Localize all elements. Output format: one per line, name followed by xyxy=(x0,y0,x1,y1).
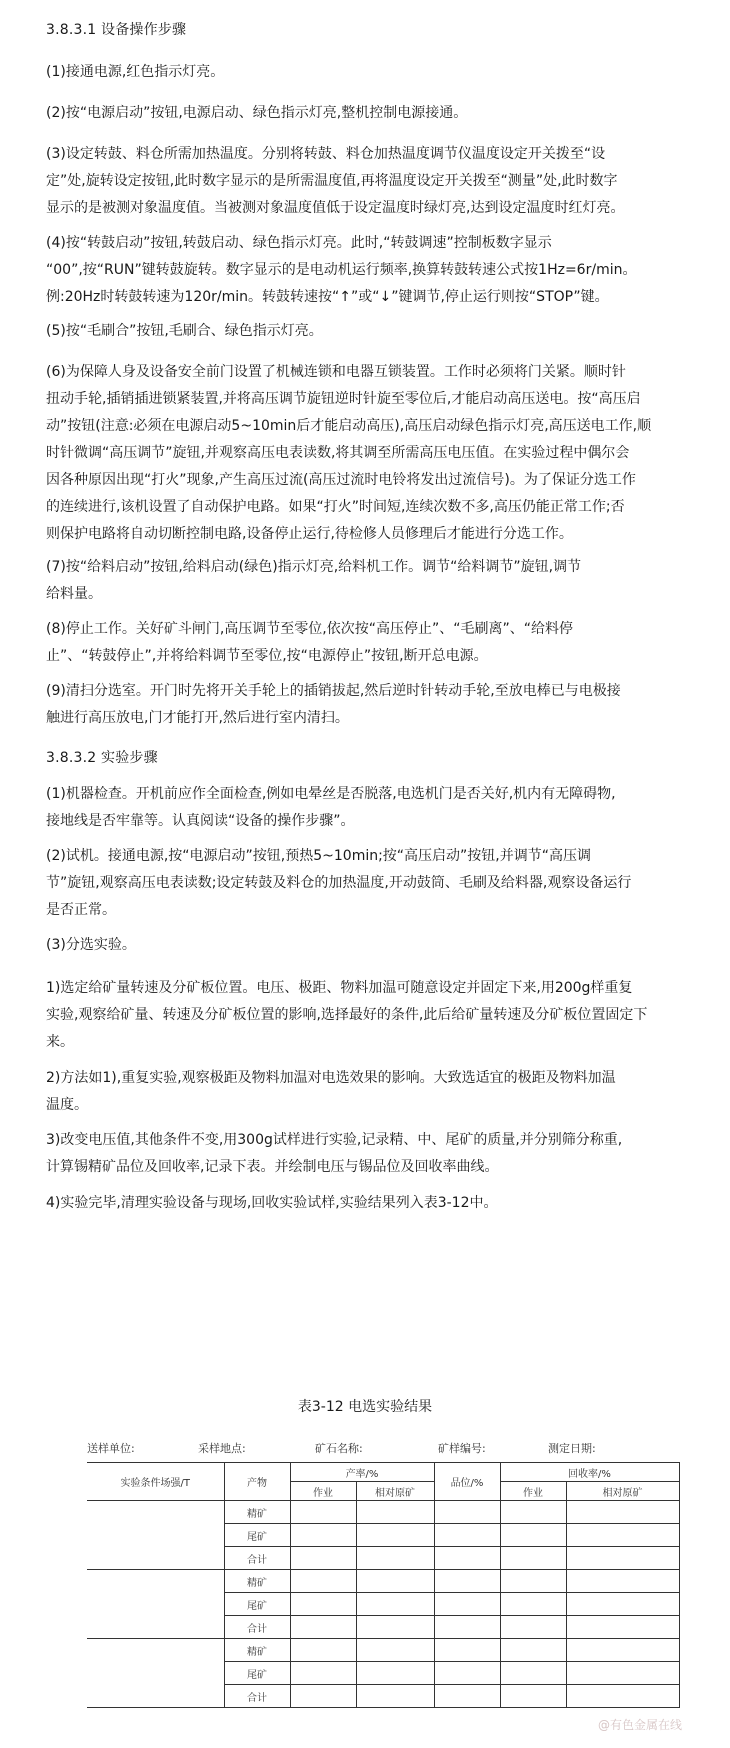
text-line: 时针微调“高压调节”旋钮,并观察高压电表读数,将其调至所需高压电压值。在实验过程中偶尔会 xyxy=(46,445,630,461)
step-8 xyxy=(46,616,686,670)
data-cell xyxy=(290,1685,356,1708)
step-9 xyxy=(46,678,686,732)
text-line: 1)选定给矿量转速及分矿板位置。电压、极距、物料加温可随意设定并固定下来,用200g样重复 xyxy=(46,980,633,996)
data-cell xyxy=(434,1593,500,1616)
data-cell xyxy=(290,1593,356,1616)
data-cell xyxy=(434,1685,500,1708)
data-cell xyxy=(500,1639,566,1662)
condition-cell xyxy=(87,1639,224,1708)
text-line: 温度。 xyxy=(46,1097,88,1113)
step-7 xyxy=(46,554,686,608)
text-line: 例:20Hz时转鼓转速为120r/min。转鼓转速按“↑”或“↓”键调节,停止运行则按“STOP”键。 xyxy=(46,289,609,305)
text-line: (4)按“转鼓启动”按钮,转鼓启动、绿色指示灯亮。此时,“转鼓调速”控制板数字显示 xyxy=(46,235,552,251)
data-cell xyxy=(566,1662,679,1685)
section-heading-operation: 3.8.3.1 设备操作步骤 xyxy=(46,22,187,38)
exp-step-2 xyxy=(46,843,686,924)
data-cell xyxy=(434,1524,500,1547)
data-cell xyxy=(566,1570,679,1593)
data-cell xyxy=(500,1593,566,1616)
product-cell: 合计 xyxy=(224,1616,290,1639)
data-cell xyxy=(566,1501,679,1524)
data-cell xyxy=(500,1524,566,1547)
table-row xyxy=(87,1639,679,1662)
table-header-row xyxy=(87,1463,679,1482)
data-cell xyxy=(566,1593,679,1616)
text-line: 节”旋钮,观察高压电表读数;设定转鼓及料仓的加热温度,开动鼓筒、毛刷及给料器,观察设备运行 xyxy=(46,875,632,891)
data-cell xyxy=(434,1570,500,1593)
text-line: 2)方法如1),重复实验,观察极距及物料加温对电选效果的影响。大致选适宜的极距及物料加温 xyxy=(46,1070,616,1086)
text-line: 动”按钮(注意:必须在电源启动5~10min后才能启动高压),高压启动绿色指示灯亮,高压送电工作,顺 xyxy=(46,418,652,434)
step-1 xyxy=(46,59,686,86)
data-cell xyxy=(434,1639,500,1662)
text-line: (3)分选实验。 xyxy=(46,937,136,953)
step-2 xyxy=(46,100,686,127)
data-cell xyxy=(356,1547,434,1570)
text-line: 给料量。 xyxy=(46,586,102,602)
exp-step-1 xyxy=(46,781,686,835)
data-cell xyxy=(356,1662,434,1685)
text-line: 显示的是被测对象温度值。当被测对象温度值低于设定温度时绿灯亮,达到设定温度时红灯亮。 xyxy=(46,200,625,216)
text-line: (5)按“毛刷合”按钮,毛刷合、绿色指示灯亮。 xyxy=(46,323,323,339)
header-product: 产物 xyxy=(224,1463,290,1501)
exp-step-3-1 xyxy=(46,975,686,1056)
exp-step-3 xyxy=(46,932,686,959)
product-cell: 尾矿 xyxy=(224,1593,290,1616)
data-cell xyxy=(500,1501,566,1524)
product-cell: 尾矿 xyxy=(224,1524,290,1547)
header-yield-work: 作业 xyxy=(290,1482,356,1501)
section-heading-experiment: 3.8.3.2 实验步骤 xyxy=(46,750,158,766)
watermark: @有色金属在线 xyxy=(598,1718,683,1732)
exp-step-3-4 xyxy=(46,1190,686,1217)
data-cell xyxy=(566,1639,679,1662)
product-cell: 精矿 xyxy=(224,1570,290,1593)
text-line: (2)按“电源启动”按钮,电源启动、绿色指示灯亮,整机控制电源接通。 xyxy=(46,105,468,121)
header-yield: 产率/% xyxy=(290,1463,434,1482)
data-cell xyxy=(356,1570,434,1593)
data-cell xyxy=(290,1639,356,1662)
header-recovery-relative: 相对原矿 xyxy=(566,1482,679,1501)
text-line: 接地线是否牢靠等。认真阅读“设备的操作步骤”。 xyxy=(46,813,355,829)
data-cell xyxy=(566,1685,679,1708)
meta-date: 测定日期: xyxy=(548,1442,596,1455)
text-line: 止”、“转鼓停止”,并将给料调节至零位,按“电源停止”按钮,断开总电源。 xyxy=(46,648,488,664)
table-caption: 表3-12 电选实验结果 xyxy=(297,1399,433,1415)
data-cell xyxy=(356,1593,434,1616)
text-line: (8)停止工作。关好矿斗闸门,高压调节至零位,依次按“高压停止”、“毛刷离”、“给料停 xyxy=(46,621,573,637)
step-5 xyxy=(46,318,686,345)
text-line: 是否正常。 xyxy=(46,902,116,918)
data-cell xyxy=(434,1501,500,1524)
text-line: 定”处,旋转设定按钮,此时数字显示的是所需温度值,再将温度设定开关拨至“测量”处,此时数字 xyxy=(46,173,618,189)
data-cell xyxy=(356,1685,434,1708)
product-cell: 精矿 xyxy=(224,1639,290,1662)
data-cell xyxy=(356,1524,434,1547)
text-line: (6)为保障人身及设备安全前门设置了机械连锁和电器互锁装置。工作时必须将门关紧。顺时针 xyxy=(46,364,626,380)
text-line: “00”,按“RUN”键转鼓旋转。数字显示的是电动机运行频率,换算转鼓转速公式按1Hz=6r/min。 xyxy=(46,262,637,278)
text-line: 因各种原因出现“打火”现象,产生高压过流(高压过流时电铃将发出过流信号)。为了保证分选工作 xyxy=(46,472,636,488)
data-cell xyxy=(290,1501,356,1524)
meta-sender: 送样单位: xyxy=(87,1442,135,1455)
data-cell xyxy=(356,1639,434,1662)
product-cell: 合计 xyxy=(224,1547,290,1570)
condition-cell xyxy=(87,1570,224,1639)
data-cell xyxy=(290,1662,356,1685)
product-cell: 尾矿 xyxy=(224,1662,290,1685)
condition-cell xyxy=(87,1501,224,1570)
step-3 xyxy=(46,141,686,222)
data-cell xyxy=(500,1616,566,1639)
text-line: 触进行高压放电,门才能打开,然后进行室内清扫。 xyxy=(46,710,349,726)
exp-step-3-3 xyxy=(46,1127,686,1181)
data-cell xyxy=(500,1570,566,1593)
data-cell xyxy=(434,1547,500,1570)
data-cell xyxy=(356,1616,434,1639)
data-cell xyxy=(566,1524,679,1547)
header-grade: 品位/% xyxy=(434,1463,500,1501)
data-cell xyxy=(434,1662,500,1685)
results-table xyxy=(87,1462,680,1708)
header-condition: 实验条件场强/T xyxy=(87,1463,224,1501)
data-cell xyxy=(500,1662,566,1685)
meta-ore-name: 矿石名称: xyxy=(315,1442,363,1455)
meta-sample-no: 矿样编号: xyxy=(438,1442,486,1455)
data-cell xyxy=(356,1501,434,1524)
data-cell xyxy=(566,1616,679,1639)
product-cell: 合计 xyxy=(224,1685,290,1708)
data-cell xyxy=(500,1685,566,1708)
text-line: 3)改变电压值,其他条件不变,用300g试样进行实验,记录精、中、尾矿的质量,并分别筛分称重, xyxy=(46,1132,623,1148)
text-line: (1)机器检查。开机前应作全面检查,例如电晕丝是否脱落,电选机门是否关好,机内有无障碍物, xyxy=(46,786,616,802)
text-line: 计算锡精矿品位及回收率,记录下表。并绘制电压与锡品位及回收率曲线。 xyxy=(46,1159,499,1175)
data-cell xyxy=(500,1547,566,1570)
data-cell xyxy=(290,1570,356,1593)
data-cell xyxy=(290,1547,356,1570)
text-line: (7)按“给料启动”按钮,给料启动(绿色)指示灯亮,给料机工作。调节“给料调节”旋钮,调节 xyxy=(46,559,582,575)
text-line: (1)接通电源,红色指示灯亮。 xyxy=(46,64,225,80)
text-line: 4)实验完毕,清理实验设备与现场,回收实验试样,实验结果列入表3-12中。 xyxy=(46,1195,498,1211)
text-line: 实验,观察给矿量、转速及分矿板位置的影响,选择最好的条件,此后给矿量转速及分矿板位置固定下 xyxy=(46,1007,648,1023)
header-yield-relative: 相对原矿 xyxy=(356,1482,434,1501)
text-line: (2)试机。接通电源,按“电源启动”按钮,预热5~10min;按“高压启动”按钮,并调节“高压调 xyxy=(46,848,592,864)
meta-location: 采样地点: xyxy=(198,1442,246,1455)
text-line: (9)清扫分选室。开门时先将开关手轮上的插销拔起,然后逆时针转动手轮,至放电棒已与电极接 xyxy=(46,683,621,699)
text-line: 来。 xyxy=(46,1034,74,1050)
product-cell: 精矿 xyxy=(224,1501,290,1524)
step-4 xyxy=(46,230,686,311)
data-cell xyxy=(566,1547,679,1570)
step-6 xyxy=(46,359,686,548)
data-cell xyxy=(434,1616,500,1639)
table-row xyxy=(87,1501,679,1524)
text-line: 扭动手轮,插销插进锁紧装置,并将高压调节旋钮逆时针旋至零位后,才能启动高压送电。按“高压启 xyxy=(46,391,641,407)
text-line: (3)设定转鼓、料仓所需加热温度。分别将转鼓、料仓加热温度调节仪温度设定开关拨至“设 xyxy=(46,146,606,162)
text-line: 则保护电路将自动切断控制电路,设备停止运行,待检修人员修理后才能进行分选工作。 xyxy=(46,526,573,542)
header-recovery: 回收率/% xyxy=(500,1463,679,1482)
header-recovery-work: 作业 xyxy=(500,1482,566,1501)
data-cell xyxy=(290,1616,356,1639)
data-cell xyxy=(290,1524,356,1547)
exp-step-3-2 xyxy=(46,1065,686,1119)
table-row xyxy=(87,1570,679,1593)
text-line: 的连续进行,该机设置了自动保护电路。如果“打火”时间短,连续次数不多,高压仍能正常工作;否 xyxy=(46,499,625,515)
